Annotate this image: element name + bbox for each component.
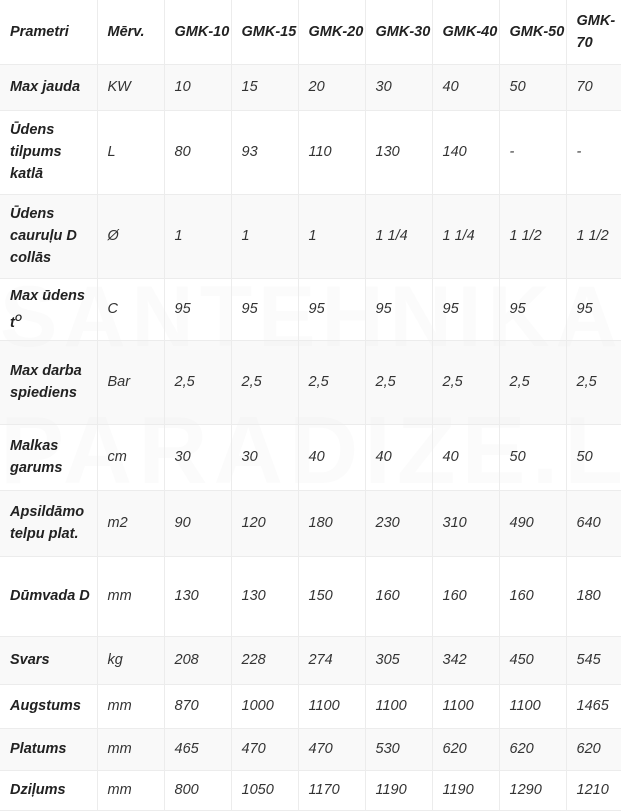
value-cell: 1465 [566, 684, 621, 728]
table-header-row [0, 0, 621, 64]
table-row [0, 490, 621, 556]
row-label-text: Dūmvada D [10, 588, 90, 604]
value-cell: - [499, 110, 566, 194]
table-row [0, 64, 621, 110]
value-cell: 620 [432, 728, 499, 770]
row-label-dumvada-d [0, 556, 97, 636]
value-cell: 208 [164, 636, 231, 684]
column-header-merv: Mērv. [97, 0, 164, 64]
unit-cell: Ø [97, 194, 164, 278]
value-cell: 1 1/4 [432, 194, 499, 278]
value-cell: 1 [164, 194, 231, 278]
row-label-text: Malkas garums [10, 438, 63, 476]
row-label-max-udens-t [0, 278, 97, 340]
value-cell: 2,5 [432, 340, 499, 424]
value-cell: 40 [365, 424, 432, 490]
table-row [0, 278, 621, 340]
table-row [0, 636, 621, 684]
row-label-text: Dziļums [10, 782, 66, 798]
value-cell: 120 [231, 490, 298, 556]
column-header-gmk-50: GMK-50 [499, 0, 566, 64]
table-row [0, 684, 621, 728]
table-row [0, 770, 621, 810]
value-cell: 130 [231, 556, 298, 636]
value-cell: 180 [566, 556, 621, 636]
row-label-dzilums [0, 770, 97, 810]
value-cell: 620 [499, 728, 566, 770]
value-cell: 40 [432, 64, 499, 110]
value-cell: 1100 [432, 684, 499, 728]
table-row [0, 110, 621, 194]
row-label-text: Apsildāmo telpu plat. [10, 504, 85, 542]
value-cell: 93 [231, 110, 298, 194]
value-cell: 1100 [499, 684, 566, 728]
value-cell: 40 [432, 424, 499, 490]
row-label-svars [0, 636, 97, 684]
value-cell: 130 [164, 556, 231, 636]
value-cell: 150 [298, 556, 365, 636]
unit-cell: Bar [97, 340, 164, 424]
value-cell: - [566, 110, 621, 194]
value-cell: 2,5 [298, 340, 365, 424]
value-cell: 95 [298, 278, 365, 340]
unit-cell: mm [97, 770, 164, 810]
value-cell: 110 [298, 110, 365, 194]
row-label-text: Platums [10, 741, 67, 757]
column-header-gmk-40: GMK-40 [432, 0, 499, 64]
value-cell: 70 [566, 64, 621, 110]
value-cell: 1 1/2 [499, 194, 566, 278]
unit-cell: L [97, 110, 164, 194]
value-cell: 180 [298, 490, 365, 556]
value-cell: 530 [365, 728, 432, 770]
row-label-text: Ūdens cauruļu D collās [10, 206, 77, 266]
row-label-max-jauda [0, 64, 97, 110]
value-cell: 30 [164, 424, 231, 490]
value-cell: 465 [164, 728, 231, 770]
column-header-gmk-30: GMK-30 [365, 0, 432, 64]
value-cell: 160 [499, 556, 566, 636]
value-cell: 160 [432, 556, 499, 636]
row-label-superscript: O [14, 312, 22, 323]
value-cell: 1100 [298, 684, 365, 728]
value-cell: 2,5 [231, 340, 298, 424]
value-cell: 470 [298, 728, 365, 770]
value-cell: 40 [298, 424, 365, 490]
row-label-platums [0, 728, 97, 770]
value-cell: 2,5 [164, 340, 231, 424]
value-cell: 2,5 [566, 340, 621, 424]
value-cell: 1210 [566, 770, 621, 810]
value-cell: 1 1/4 [365, 194, 432, 278]
value-cell: 140 [432, 110, 499, 194]
row-label-apsildamo-telpu-plat [0, 490, 97, 556]
value-cell: 1050 [231, 770, 298, 810]
value-cell: 1290 [499, 770, 566, 810]
column-header-gmk-20: GMK-20 [298, 0, 365, 64]
value-cell: 1 [231, 194, 298, 278]
row-label-text: Ūdens tilpums katlā [10, 122, 62, 182]
value-cell: 95 [432, 278, 499, 340]
row-label-max-darba-spiediens [0, 340, 97, 424]
value-cell: 10 [164, 64, 231, 110]
unit-cell: cm [97, 424, 164, 490]
value-cell: 95 [499, 278, 566, 340]
value-cell: 800 [164, 770, 231, 810]
value-cell: 545 [566, 636, 621, 684]
value-cell: 1190 [432, 770, 499, 810]
value-cell: 50 [566, 424, 621, 490]
unit-cell: m2 [97, 490, 164, 556]
column-header-gmk-70: GMK-70 [566, 0, 621, 64]
value-cell: 228 [231, 636, 298, 684]
unit-cell: mm [97, 684, 164, 728]
value-cell: 1190 [365, 770, 432, 810]
row-label-text: Max darba spiediens [10, 363, 82, 401]
table-row [0, 728, 621, 770]
value-cell: 640 [566, 490, 621, 556]
value-cell: 470 [231, 728, 298, 770]
row-label-text: Max jauda [10, 79, 81, 95]
column-header-gmk-10: GMK-10 [164, 0, 231, 64]
value-cell: 2,5 [499, 340, 566, 424]
value-cell: 620 [566, 728, 621, 770]
unit-cell: mm [97, 728, 164, 770]
value-cell: 1000 [231, 684, 298, 728]
value-cell: 95 [231, 278, 298, 340]
value-cell: 1 [298, 194, 365, 278]
value-cell: 274 [298, 636, 365, 684]
value-cell: 95 [164, 278, 231, 340]
value-cell: 2,5 [365, 340, 432, 424]
value-cell: 50 [499, 424, 566, 490]
table-row [0, 424, 621, 490]
row-label-text: Augstums [10, 698, 81, 714]
column-header-gmk-15: GMK-15 [231, 0, 298, 64]
value-cell: 130 [365, 110, 432, 194]
table-row [0, 340, 621, 424]
value-cell: 305 [365, 636, 432, 684]
value-cell: 15 [231, 64, 298, 110]
value-cell: 50 [499, 64, 566, 110]
unit-cell: C [97, 278, 164, 340]
value-cell: 160 [365, 556, 432, 636]
value-cell: 450 [499, 636, 566, 684]
value-cell: 80 [164, 110, 231, 194]
unit-cell: mm [97, 556, 164, 636]
value-cell: 1 1/2 [566, 194, 621, 278]
table-row [0, 556, 621, 636]
unit-cell: KW [97, 64, 164, 110]
unit-cell: kg [97, 636, 164, 684]
value-cell: 230 [365, 490, 432, 556]
value-cell: 1170 [298, 770, 365, 810]
value-cell: 310 [432, 490, 499, 556]
row-label-text: Svars [10, 652, 50, 668]
value-cell: 95 [365, 278, 432, 340]
value-cell: 1100 [365, 684, 432, 728]
value-cell: 30 [231, 424, 298, 490]
row-label-text: Max ūdens t [10, 287, 85, 331]
column-header-prametri: Prametri [0, 0, 97, 64]
row-label-augstums [0, 684, 97, 728]
row-label-udens-tilpums-katla [0, 110, 97, 194]
value-cell: 30 [365, 64, 432, 110]
value-cell: 95 [566, 278, 621, 340]
row-label-malkas-garums [0, 424, 97, 490]
value-cell: 870 [164, 684, 231, 728]
value-cell: 342 [432, 636, 499, 684]
table-row [0, 194, 621, 278]
value-cell: 490 [499, 490, 566, 556]
value-cell: 20 [298, 64, 365, 110]
row-label-udens-caurulu-d-collas [0, 194, 97, 278]
value-cell: 90 [164, 490, 231, 556]
